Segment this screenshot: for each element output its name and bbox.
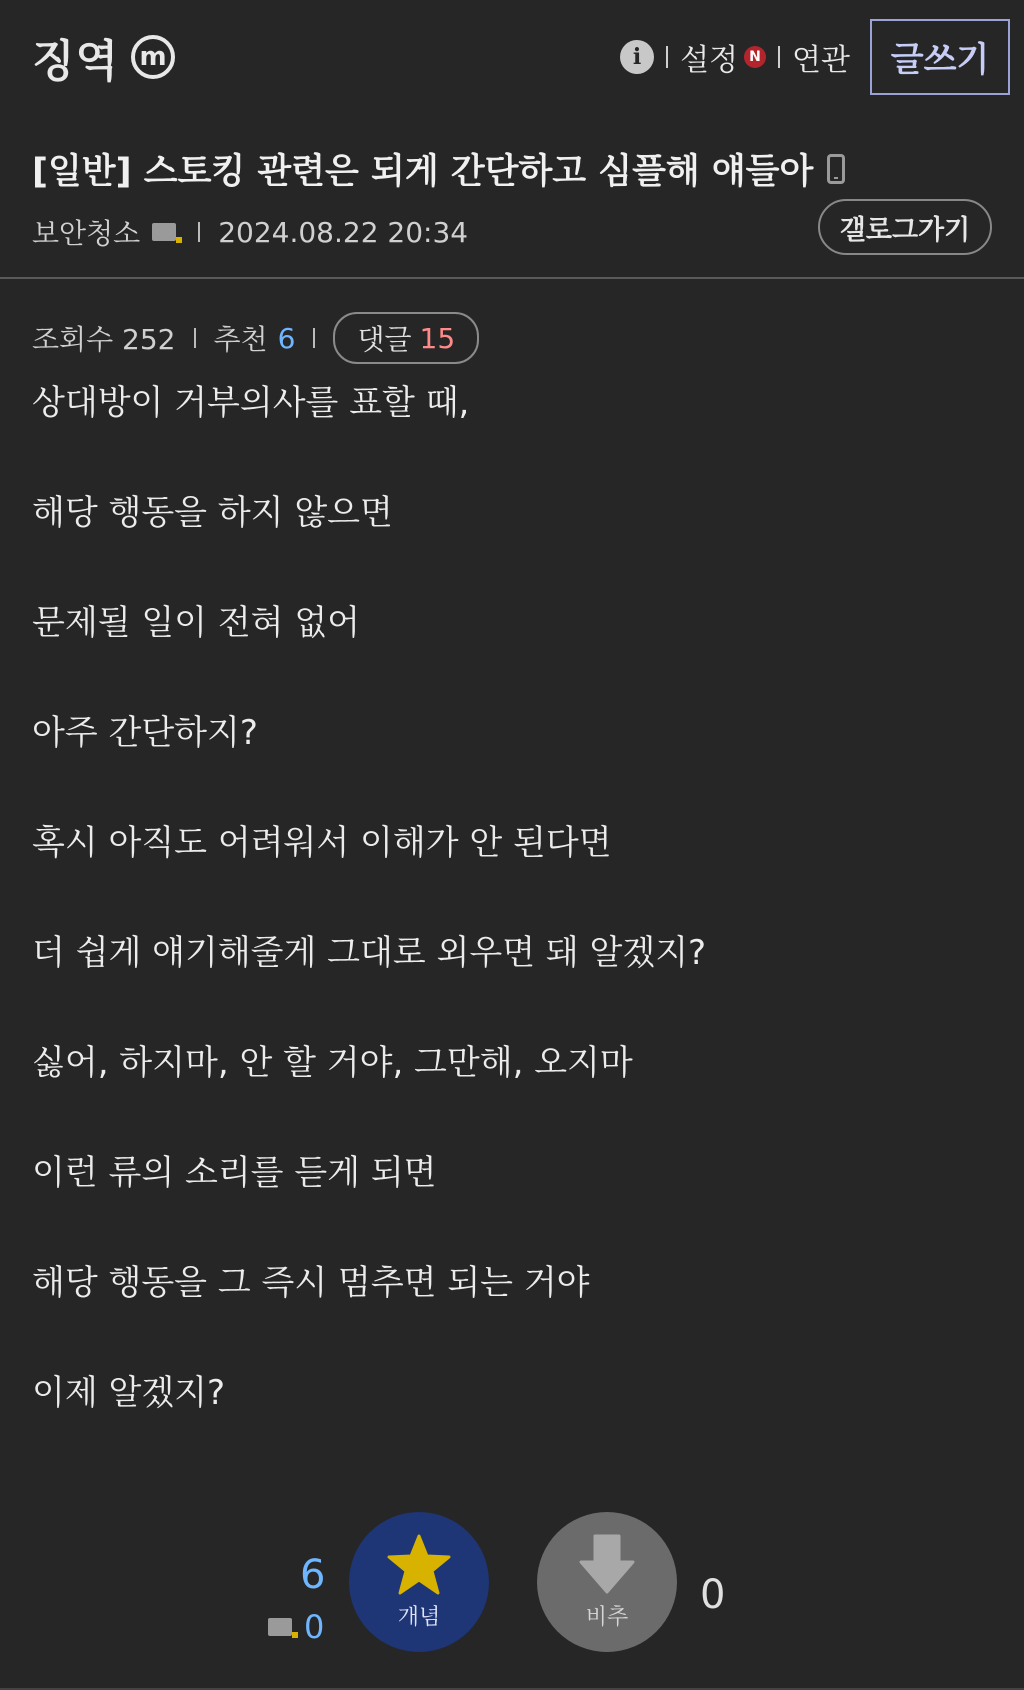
divider: [313, 328, 315, 348]
related-link[interactable]: 연관: [792, 42, 850, 78]
body-paragraph: 아주 간단하지?: [32, 713, 258, 753]
body-paragraph: 해당 행동을 하지 않으면: [32, 493, 393, 533]
new-badge: N: [744, 46, 766, 68]
post-title-row: [32, 144, 845, 194]
divider: [198, 222, 200, 242]
upvote-count: 6: [300, 1552, 326, 1598]
minor-gallery-badge-icon: m: [131, 35, 175, 79]
star-icon: [387, 1534, 451, 1596]
divider: [666, 46, 668, 68]
header-divider: [0, 277, 1024, 279]
comments-count: 15: [419, 321, 456, 355]
upvote-label: 개념: [397, 1604, 441, 1630]
body-paragraph: 해당 행동을 그 즉시 멈추면 되는 거야: [32, 1263, 590, 1303]
top-header: [0, 0, 1024, 113]
post-title: [일반] 스토킹 관련은 되게 간단하고 심플해 얘들아: [32, 152, 814, 192]
mobile-icon: [827, 154, 845, 184]
upvote-button[interactable]: [349, 1512, 489, 1652]
post-meta: [32, 212, 468, 252]
downvote-count: 0: [700, 1572, 726, 1618]
fixed-nick-upvote-count: 0: [304, 1608, 325, 1646]
comments-label: 댓글: [357, 323, 412, 356]
body-paragraph: 싫어, 하지마, 안 할 거야, 그만해, 오지마: [32, 1043, 633, 1083]
body-paragraph: 상대방이 거부의사를 표할 때,: [32, 383, 470, 423]
body-paragraph: 이제 알겠지?: [32, 1373, 226, 1413]
write-button[interactable]: 글쓰기: [870, 19, 1010, 95]
info-icon[interactable]: i: [620, 40, 654, 74]
body-paragraph: 더 쉽게 얘기해줄게 그대로 외우면 돼 알겠지?: [32, 933, 707, 973]
divider: [778, 46, 780, 68]
author-name[interactable]: 보안청소: [32, 217, 141, 250]
divider: [194, 328, 196, 348]
post-stats: [32, 312, 479, 364]
body-paragraph: 혹시 아직도 어려워서 이해가 안 된다면: [32, 823, 612, 863]
downvote-label: 비추: [585, 1604, 629, 1630]
comments-button[interactable]: [333, 312, 479, 364]
fixed-nick-icon: [268, 1618, 292, 1636]
settings-link[interactable]: 설정: [680, 42, 739, 78]
view-count: 조회수 252: [32, 323, 176, 356]
body-paragraph: 이런 류의 소리를 듣게 되면: [32, 1153, 437, 1193]
vote-area: [0, 1512, 1024, 1662]
recommend-count: 6: [277, 321, 296, 355]
arrow-down-icon: [579, 1534, 635, 1596]
post-body: [32, 378, 706, 1478]
body-paragraph: 문제될 일이 전혀 없어: [32, 603, 361, 643]
fixed-nick-icon: [152, 223, 176, 241]
header-actions: [620, 19, 1010, 95]
fixed-nick-vote-row: [268, 1608, 324, 1646]
recommend-label: 추천: [213, 323, 268, 356]
gallog-button[interactable]: 갤로그가기: [818, 199, 992, 255]
post-datetime: 2024.08.22 20:34: [218, 215, 469, 249]
gallery-logo[interactable]: 징역: [32, 35, 120, 87]
downvote-button[interactable]: [537, 1512, 677, 1652]
